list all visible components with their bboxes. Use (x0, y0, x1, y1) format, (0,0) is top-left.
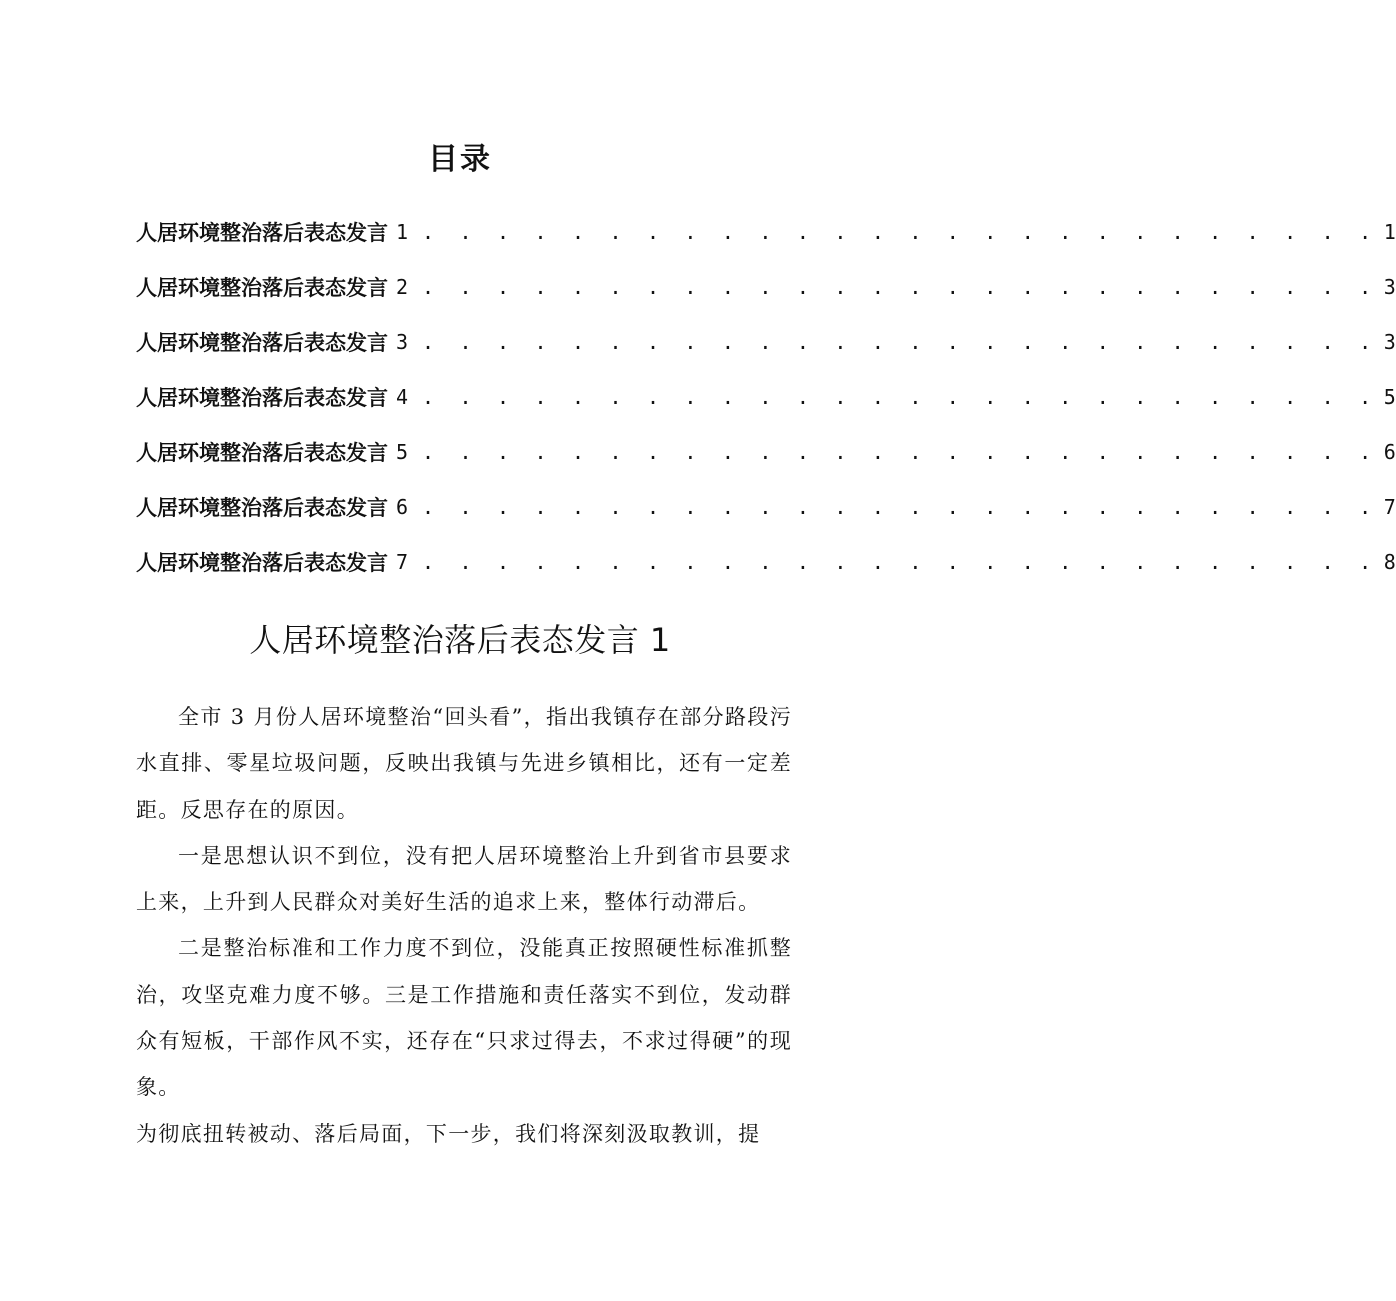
toc-entry-page: 3 (1383, 274, 1396, 299)
toc-entry[interactable] (136, 534, 1396, 589)
toc-entry-number: 3 (396, 329, 409, 354)
toc-entry-number: 2 (396, 274, 409, 299)
toc-entry-label: 人居环境整治落后表态发言 (136, 550, 388, 575)
toc-entry[interactable] (136, 479, 1396, 534)
toc-entry[interactable] (136, 314, 1396, 369)
toc-entry-page: 6 (1383, 439, 1396, 464)
section-body (136, 694, 792, 1157)
toc-entry-page: 3 (1383, 329, 1396, 354)
body-paragraph: 二是整治标准和工作力度不到位，没能真正按照硬性标准抓整治，攻坚克难力度不够。三是工作措施和责任落实不到位，发动群众有短板，干部作风不实，还存在“只求过得去，不求过得硬”的现象。 (136, 936, 792, 1100)
toc-leader-dots: . . . . . . . . . . . . . . . . . . . . . . . . . . (422, 329, 1378, 354)
toc-leader-dots: . . . . . . . . . . . . . . . . . . . . . . . . . . (422, 219, 1378, 244)
toc-entry-label: 人居环境整治落后表态发言 (136, 495, 388, 520)
toc-entry-number: 4 (396, 384, 409, 409)
toc-entry-label: 人居环境整治落后表态发言 (136, 440, 388, 465)
toc-entry-label: 人居环境整治落后表态发言 (136, 330, 388, 355)
toc-leader-dots: . . . . . . . . . . . . . . . . . . . . . . . . . . (422, 494, 1378, 519)
toc-leader-dots: . . . . . . . . . . . . . . . . . . . . . . . . . . (422, 274, 1378, 299)
body-paragraph: 为彻底扭转被动、落后局面，下一步，我们将深刻汲取教训，提 (136, 1121, 761, 1146)
table-of-contents (136, 204, 1396, 589)
toc-entry-page: 5 (1383, 384, 1396, 409)
toc-entry-number: 1 (396, 219, 409, 244)
section-title: 人居环境整治落后表态发言 1 (249, 621, 671, 659)
toc-entry-label: 人居环境整治落后表态发言 (136, 275, 388, 300)
toc-leader-dots: . . . . . . . . . . . . . . . . . . . . . . . . . . (422, 439, 1378, 464)
body-paragraph: 一是思想认识不到位，没有把人居环境整治上升到省市县要求上来，上升到人民群众对美好生活的追求上来，整体行动滞后。 (136, 843, 792, 915)
toc-entry-page: 8 (1383, 549, 1396, 574)
toc-entry[interactable] (136, 259, 1396, 314)
body-paragraph: 全市 3 月份人居环境整治“回头看”，指出我镇存在部分路段污水直排、零星垃圾问题，反映出我镇与先进乡镇相比，还有一定差距。反思存在的原因。 (136, 705, 792, 822)
toc-entry-number: 7 (396, 549, 409, 574)
toc-leader-dots: . . . . . . . . . . . . . . . . . . . . . . . . . . (422, 549, 1378, 574)
toc-entry-label: 人居环境整治落后表态发言 (136, 220, 388, 245)
toc-entry[interactable] (136, 204, 1396, 259)
toc-leader-dots: . . . . . . . . . . . . . . . . . . . . . . . . . . (422, 384, 1378, 409)
toc-entry-number: 6 (396, 494, 409, 519)
toc-entry-page: 7 (1383, 494, 1396, 519)
toc-title: 目录 (428, 142, 492, 177)
toc-entry[interactable] (136, 369, 1396, 424)
toc-entry[interactable] (136, 424, 1396, 479)
toc-entry-label: 人居环境整治落后表态发言 (136, 385, 388, 410)
toc-entry-page: 1 (1383, 219, 1396, 244)
toc-entry-number: 5 (396, 439, 409, 464)
